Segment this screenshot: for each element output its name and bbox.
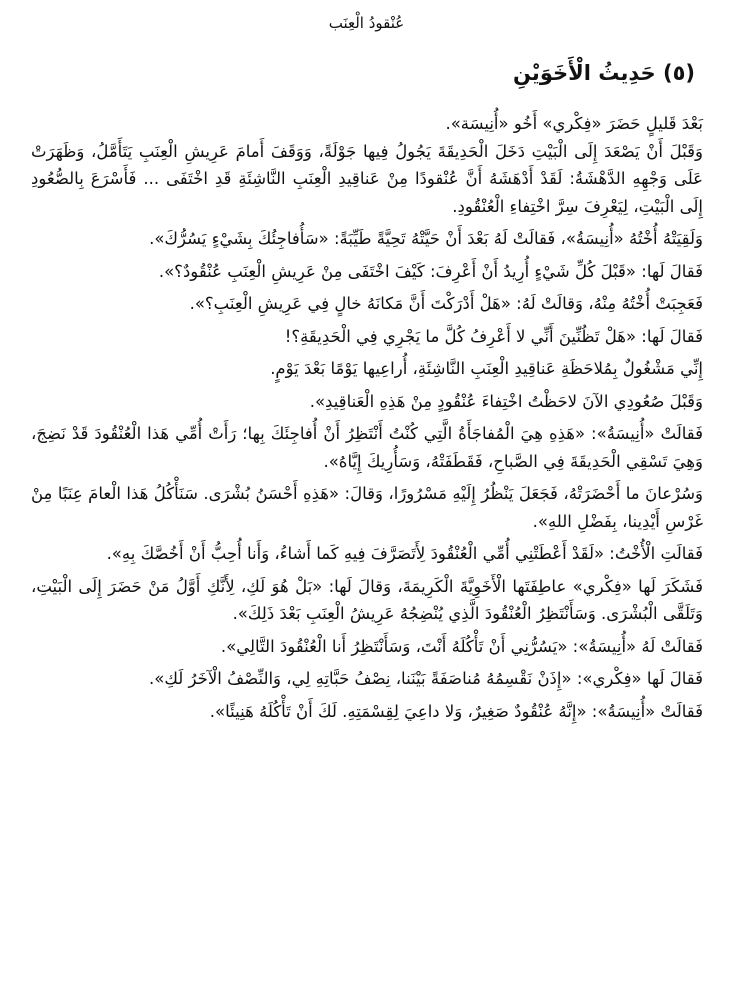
- paragraph: فَقالَتْ لَهُ «أُنِيسَةُ»: «يَسُرُّنِي أَنْ تَأْكُلَهُ أَنْتَ، وَسَأَنْتَظِرُ أَنا الْعُنْقُودَ التَّالِي».: [220, 636, 703, 656]
- paragraph: فَشَكَرَ لَها «فِكْري» عاطِفَتَها الْأَخَوِيَّةَ الْكَرِيمَةَ، وَقالَ لَها: «بَلْ هُوَ لَكِ، لِأَنَّكِ أَوَّلُ مَنْ حَضَرَ إِلَى الْبَيْتِ، وَتَلَقَّى الْبُشْرَى. وَسَأَنْتَظِرُ الْعُنْقُودَ الَّذِي يُنْضِجُهُ عَرِيشُ الْعِنَبِ بَعْدَ ذَلِكَ».: [31, 576, 703, 623]
- story-body: [31, 110, 703, 725]
- paragraph: وَلَقِيَتْهُ أُخْتُهُ «أُنِيسَةُ»، فَقالَتْ لَهُ بَعْدَ أَنْ حَيَّتْهُ تَحِيَّةً طَيِّبَةً: «سَأُفاجِئُكَ بِشَيْءٍ يَسُرُّكَ».: [149, 229, 703, 248]
- paragraph: فَعَجِبَتْ أُخْتُهُ مِنْهُ، وَقالَتْ لَهُ: «هَلْ أَدْرَكْتَ أَنَّ مَكانَهُ خالٍ فِي عَرِيشِ الْعِنَبِ؟».: [189, 294, 703, 313]
- paragraph: إِنِّي مَشْغُولٌ بِمُلاحَظَةِ عَناقِيدِ الْعِنَبِ النَّاشِئَةِ، أُراعِيها يَوْمًا بَعْدَ يَوْمٍ.: [270, 359, 703, 378]
- paragraph: فَقالَتْ «أُنِيسَةُ»: «هَذِهِ هِيَ الْمُفاجَأَةُ الَّتِي كُنْتُ أَنْتَظِرُ أَنْ أُفاجِئَكَ بِها؛ رَأَتْ أُمِّي هَذا الْعُنْقُودَ قَدْ نَضِجَ، وَهِيَ تَسْقِي الْحَدِيقَةَ فِي الصَّباحِ، فَقَطَفَتْهُ، وَسَأُرِيكَ إِيَّاهُ».: [31, 424, 703, 471]
- running-header: عُنْقودُ الْعِنَب: [328, 14, 405, 32]
- paragraph: فَقالَ لَها «فِكْري»: «إِذَنْ نَقْسِمُهُ مُناصَفَةً بَيْنَنا، نِصْفُ حَبَّاتِهِ لِي، وَالنِّصْفُ الْآخَرُ لَكِ».: [149, 669, 703, 688]
- paragraph: فَقالَ لَها: «هَلْ تَظُنِّينَ أَنِّي لا أَعْرِفُ كُلَّ ما يَجْرِي فِي الْحَدِيقَةِ؟!: [284, 326, 703, 346]
- chapter-title: (٥) حَدِيثُ الْأَخَوَيْنِ: [513, 61, 695, 85]
- paragraph: فَقالَتِ الْأُخْتُ: «لَقَدْ أَعْطَتْنِي أُمِّي الْعُنْقُودَ لِأَتَصَرَّفَ فِيهِ كَما أَشاءُ، وَأَنا أُحِبُّ أَنْ أَخُصَّكَ بِهِ».: [106, 544, 703, 563]
- paragraph: بَعْدَ قَليلٍ حَضَرَ «فِكْري» أَخُو «أُنِيسَة».: [445, 114, 703, 133]
- paragraph: وَقَبْلَ صُعُودِي الآنَ لاحَظْتُ اخْتِفاءَ عُنْقُودٍ مِنْ هَذِهِ الْعَناقِيدِ».: [309, 391, 703, 411]
- paragraph: فَقالَ لَها: «قَبْلَ كُلِّ شَيْءٍ أُرِيدُ أَنْ أَعْرِفَ: كَيْفَ اخْتَفَى مِنْ عَرِيشِ الْعِنَبِ عُنْقُودٌ؟».: [158, 261, 703, 281]
- paragraph: فَقالَتْ «أُنِيسَةُ»: «إِنَّهُ عُنْقُودٌ صَغِيرٌ، وَلا داعِيَ لِقِسْمَتِهِ. لَكَ أَنْ تَأْكُلَهُ هَنِيئًا».: [209, 701, 703, 721]
- paragraph: وَقَبْلَ أَنْ يَصْعَدَ إِلَى الْبَيْتِ دَخَلَ الْحَدِيقَةَ يَجُولُ فِيها جَوْلَةً، وَوَقَفَ أَمامَ عَرِيشِ الْعِنَبِ يَتَأَمَّلُ، وَظَهَرَتْ عَلَى وَجْهِهِ الدَّهْشَةُ: لَقَدْ أَدْهَشَهُ أَنَّ عُنْقودًا مِنْ عَناقِيدِ الْعِنَبِ النَّاشِئَةِ قَدِ اخْتَفَى ... فَأَسْرَعَ بِالصُّعُودِ إِلَى الْبَيْتِ، لِيَعْرِفَ سِرَّ اخْتِفاءِ الْعُنْقُودِ.: [31, 141, 703, 216]
- paragraph: وَسُرْعانَ ما أَحْضَرَتْهُ، فَجَعَلَ يَنْظُرُ إِلَيْهِ مَسْرُورًا، وَقالَ: «هَذِهِ أَحْسَنُ بُشْرَى. سَنَأْكُلُ هَذا الْعامَ عِنَبًا مِنْ غَرْسِ أَيْدِينا، بِفَضْلِ اللهِ».: [31, 484, 703, 531]
